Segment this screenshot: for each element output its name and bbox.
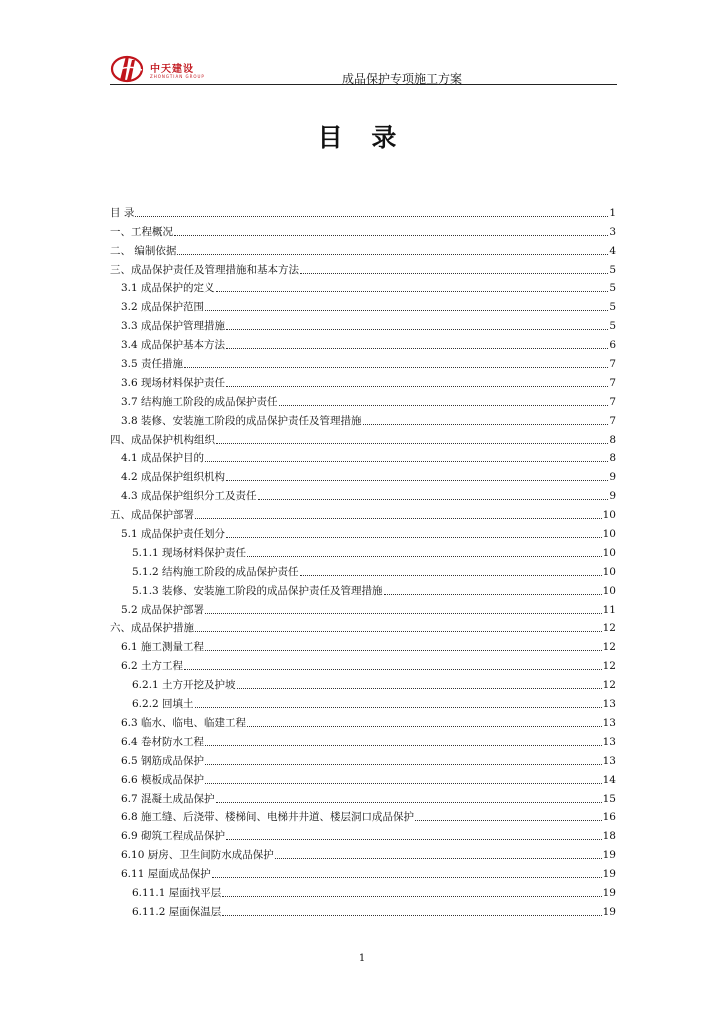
toc-dot-leader xyxy=(226,839,602,840)
toc-entry-page: 7 xyxy=(609,395,616,408)
toc-dot-leader xyxy=(258,499,609,500)
toc-entry-page: 12 xyxy=(602,660,616,673)
toc-entry[interactable] xyxy=(110,295,616,314)
toc-dot-leader xyxy=(226,537,602,538)
toc-entry-title: 3.1 成品保护的定义 xyxy=(121,282,215,295)
toc-entry-page: 18 xyxy=(602,830,616,843)
table-of-contents xyxy=(110,201,616,919)
toc-dot-leader xyxy=(226,386,608,387)
toc-entry-title: 三、成品保护责任及管理措施和基本方法 xyxy=(110,263,299,276)
toc-entry-page: 10 xyxy=(602,509,616,522)
toc-entry-title: 6.5 钢筋成品保护 xyxy=(121,754,205,767)
toc-dot-leader xyxy=(222,915,601,916)
toc-entry[interactable] xyxy=(110,333,616,352)
toc-entry[interactable] xyxy=(110,654,616,673)
toc-entry-title: 五、成品保护部署 xyxy=(110,509,194,522)
toc-entry[interactable] xyxy=(110,541,616,560)
toc-entry[interactable] xyxy=(110,314,616,333)
toc-entry-title: 6.1 施工测量工程 xyxy=(121,641,205,654)
toc-entry-title: 4.1 成品保护目的 xyxy=(121,452,205,465)
toc-dot-leader xyxy=(195,518,602,519)
toc-entry-page: 10 xyxy=(602,528,616,541)
toc-entry-page: 9 xyxy=(609,490,616,503)
toc-dot-leader xyxy=(222,896,601,897)
toc-entry-page: 12 xyxy=(602,679,616,692)
toc-dot-leader xyxy=(205,461,608,462)
logo-english-text: ZHONGTIAN GROUP xyxy=(150,74,205,79)
logo-mark-icon xyxy=(110,52,146,84)
toc-entry-title: 3.7 结构施工阶段的成品保护责任 xyxy=(121,395,278,408)
toc-entry[interactable] xyxy=(110,371,616,390)
toc-dot-leader xyxy=(135,216,608,217)
toc-dot-leader xyxy=(212,877,602,878)
toc-entry-title: 四、成品保护机构组织 xyxy=(110,433,215,446)
toc-entry-title: 一、工程概况 xyxy=(110,225,173,238)
toc-dot-leader xyxy=(415,820,602,821)
toc-entry[interactable] xyxy=(110,390,616,409)
toc-entry[interactable] xyxy=(110,560,616,579)
toc-entry-page: 10 xyxy=(602,546,616,559)
toc-dot-leader xyxy=(279,405,609,406)
toc-dot-leader xyxy=(205,764,602,765)
toc-entry[interactable] xyxy=(110,220,616,239)
logo-chinese-text: 中天建设 xyxy=(150,64,194,75)
toc-entry[interactable] xyxy=(110,806,616,825)
toc-entry-title: 3.8 装修、安装施工阶段的成品保护责任及管理措施 xyxy=(121,414,362,427)
toc-entry-title: 6.9 砌筑工程成品保护 xyxy=(121,830,226,843)
toc-entry-page: 13 xyxy=(602,698,616,711)
toc-entry-title: 3.4 成品保护基本方法 xyxy=(121,339,226,352)
toc-entry-title: 6.3 临水、临电、临建工程 xyxy=(121,716,247,729)
toc-entry-page: 7 xyxy=(609,358,616,371)
toc-entry-page: 19 xyxy=(602,905,616,918)
toc-dot-leader xyxy=(184,669,602,670)
toc-entry[interactable] xyxy=(110,787,616,806)
toc-entry-page: 5 xyxy=(609,282,616,295)
toc-dot-leader xyxy=(195,631,602,632)
toc-dot-leader xyxy=(174,235,608,236)
toc-entry-page: 5 xyxy=(609,263,616,276)
toc-entry-page: 7 xyxy=(609,414,616,427)
toc-entry-page: 16 xyxy=(602,811,616,824)
toc-entry-title: 5.1.2 结构施工阶段的成品保护责任 xyxy=(132,565,299,578)
toc-entry-page: 13 xyxy=(602,754,616,767)
document-title: 成品保护专项施工方案 xyxy=(342,72,463,86)
toc-entry-title: 6.2 土方工程 xyxy=(121,660,184,673)
toc-entry[interactable] xyxy=(110,824,616,843)
toc-dot-leader xyxy=(216,291,609,292)
toc-entry-page: 4 xyxy=(609,244,616,257)
toc-entry-title: 5.2 成品保护部署 xyxy=(121,603,205,616)
toc-dot-leader xyxy=(384,594,602,595)
toc-entry[interactable] xyxy=(110,201,616,220)
toc-entry[interactable] xyxy=(110,673,616,692)
toc-entry-page: 8 xyxy=(609,433,616,446)
toc-entry-title: 4.2 成品保护组织机构 xyxy=(121,471,226,484)
toc-entry[interactable] xyxy=(110,258,616,277)
toc-entry-page: 3 xyxy=(609,225,616,238)
toc-entry-title: 5.1.3 装修、安装施工阶段的成品保护责任及管理措施 xyxy=(132,584,383,597)
toc-entry[interactable] xyxy=(110,447,616,466)
header-divider xyxy=(110,84,617,85)
toc-entry[interactable] xyxy=(110,239,616,258)
toc-dot-leader xyxy=(195,707,602,708)
toc-entry-title: 6.11 屋面成品保护 xyxy=(121,868,211,881)
toc-entry-title: 3.2 成品保护范围 xyxy=(121,301,205,314)
toc-entry[interactable] xyxy=(110,598,616,617)
toc-entry[interactable] xyxy=(110,352,616,371)
toc-entry-title: 6.11.1 屋面找平层 xyxy=(132,886,222,899)
toc-entry[interactable] xyxy=(110,711,616,730)
toc-entry-title: 6.7 混凝土成品保护 xyxy=(121,792,215,805)
toc-dot-leader xyxy=(177,254,608,255)
toc-entry-page: 12 xyxy=(602,622,616,635)
toc-entry[interactable] xyxy=(110,881,616,900)
toc-dot-leader xyxy=(237,688,602,689)
company-logo xyxy=(110,52,205,84)
toc-entry-page: 1 xyxy=(609,206,616,219)
toc-entry[interactable] xyxy=(110,522,616,541)
toc-entry-page: 11 xyxy=(602,603,616,616)
toc-entry-title: 3.3 成品保护管理措施 xyxy=(121,320,226,333)
toc-dot-leader xyxy=(216,443,608,444)
toc-entry-page: 9 xyxy=(609,471,616,484)
toc-entry-page: 19 xyxy=(602,886,616,899)
toc-entry-title: 6.4 卷材防水工程 xyxy=(121,735,205,748)
toc-entry-title: 二、 编制依据 xyxy=(110,244,177,257)
toc-dot-leader xyxy=(226,480,608,481)
toc-entry-title: 5.1.1 现场材料保护责任 xyxy=(132,546,247,559)
toc-entry-page: 7 xyxy=(609,376,616,389)
page-header xyxy=(106,52,616,86)
toc-dot-leader xyxy=(205,310,608,311)
toc-entry[interactable] xyxy=(110,617,616,636)
toc-dot-leader xyxy=(205,650,602,651)
toc-entry[interactable] xyxy=(110,692,616,711)
toc-entry-page: 19 xyxy=(602,868,616,881)
toc-dot-leader xyxy=(205,783,602,784)
toc-entry[interactable] xyxy=(110,730,616,749)
toc-heading: 目 录 xyxy=(317,123,407,152)
toc-entry-title: 3.5 责任措施 xyxy=(121,358,184,371)
toc-entry-title: 3.6 现场材料保护责任 xyxy=(121,376,226,389)
toc-entry-title: 6.10 厨房、卫生间防水成品保护 xyxy=(121,849,274,862)
toc-dot-leader xyxy=(226,329,608,330)
toc-entry[interactable] xyxy=(110,503,616,522)
toc-entry[interactable] xyxy=(110,579,616,598)
toc-entry-title: 5.1 成品保护责任划分 xyxy=(121,528,226,541)
toc-entry-page: 12 xyxy=(602,641,616,654)
toc-entry-page: 8 xyxy=(609,452,616,465)
toc-entry[interactable] xyxy=(110,635,616,654)
toc-entry-page: 10 xyxy=(602,584,616,597)
toc-entry-page: 13 xyxy=(602,716,616,729)
toc-dot-leader xyxy=(275,858,602,859)
toc-entry-page: 6 xyxy=(609,339,616,352)
toc-entry[interactable] xyxy=(110,465,616,484)
toc-entry[interactable] xyxy=(110,768,616,787)
toc-entry-title: 6.8 施工缝、后浇带、楼梯间、电梯井井道、楼层洞口成品保护 xyxy=(121,811,415,824)
toc-entry-page: 13 xyxy=(602,735,616,748)
toc-entry[interactable] xyxy=(110,277,616,296)
toc-entry-page: 15 xyxy=(602,792,616,805)
page-number: 1 xyxy=(358,953,366,964)
toc-entry-title: 6.2.1 土方开挖及护坡 xyxy=(132,679,236,692)
toc-dot-leader xyxy=(363,424,609,425)
toc-entry[interactable] xyxy=(110,428,616,447)
toc-dot-leader xyxy=(205,613,602,614)
toc-entry-page: 5 xyxy=(609,320,616,333)
toc-entry[interactable] xyxy=(110,900,616,919)
toc-dot-leader xyxy=(247,726,602,727)
toc-dot-leader xyxy=(216,802,602,803)
toc-dot-leader xyxy=(226,348,608,349)
toc-dot-leader xyxy=(300,575,602,576)
toc-entry-page: 14 xyxy=(602,773,616,786)
toc-entry-title: 4.3 成品保护组织分工及责任 xyxy=(121,490,257,503)
toc-entry-page: 10 xyxy=(602,565,616,578)
toc-dot-leader xyxy=(247,556,602,557)
toc-dot-leader xyxy=(184,367,608,368)
toc-entry-title: 6.11.2 屋面保温层 xyxy=(132,905,222,918)
toc-entry[interactable] xyxy=(110,409,616,428)
toc-entry[interactable] xyxy=(110,484,616,503)
toc-entry-title: 6.2.2 回填土 xyxy=(132,698,194,711)
toc-dot-leader xyxy=(205,745,602,746)
toc-entry-title: 六、成品保护措施 xyxy=(110,622,194,635)
toc-entry[interactable] xyxy=(110,749,616,768)
toc-entry-title: 目 录 xyxy=(110,206,135,219)
toc-entry-page: 19 xyxy=(602,849,616,862)
toc-dot-leader xyxy=(300,273,608,274)
toc-entry[interactable] xyxy=(110,843,616,862)
toc-entry[interactable] xyxy=(110,862,616,881)
toc-entry-page: 5 xyxy=(609,301,616,314)
toc-entry-title: 6.6 模板成品保护 xyxy=(121,773,205,786)
